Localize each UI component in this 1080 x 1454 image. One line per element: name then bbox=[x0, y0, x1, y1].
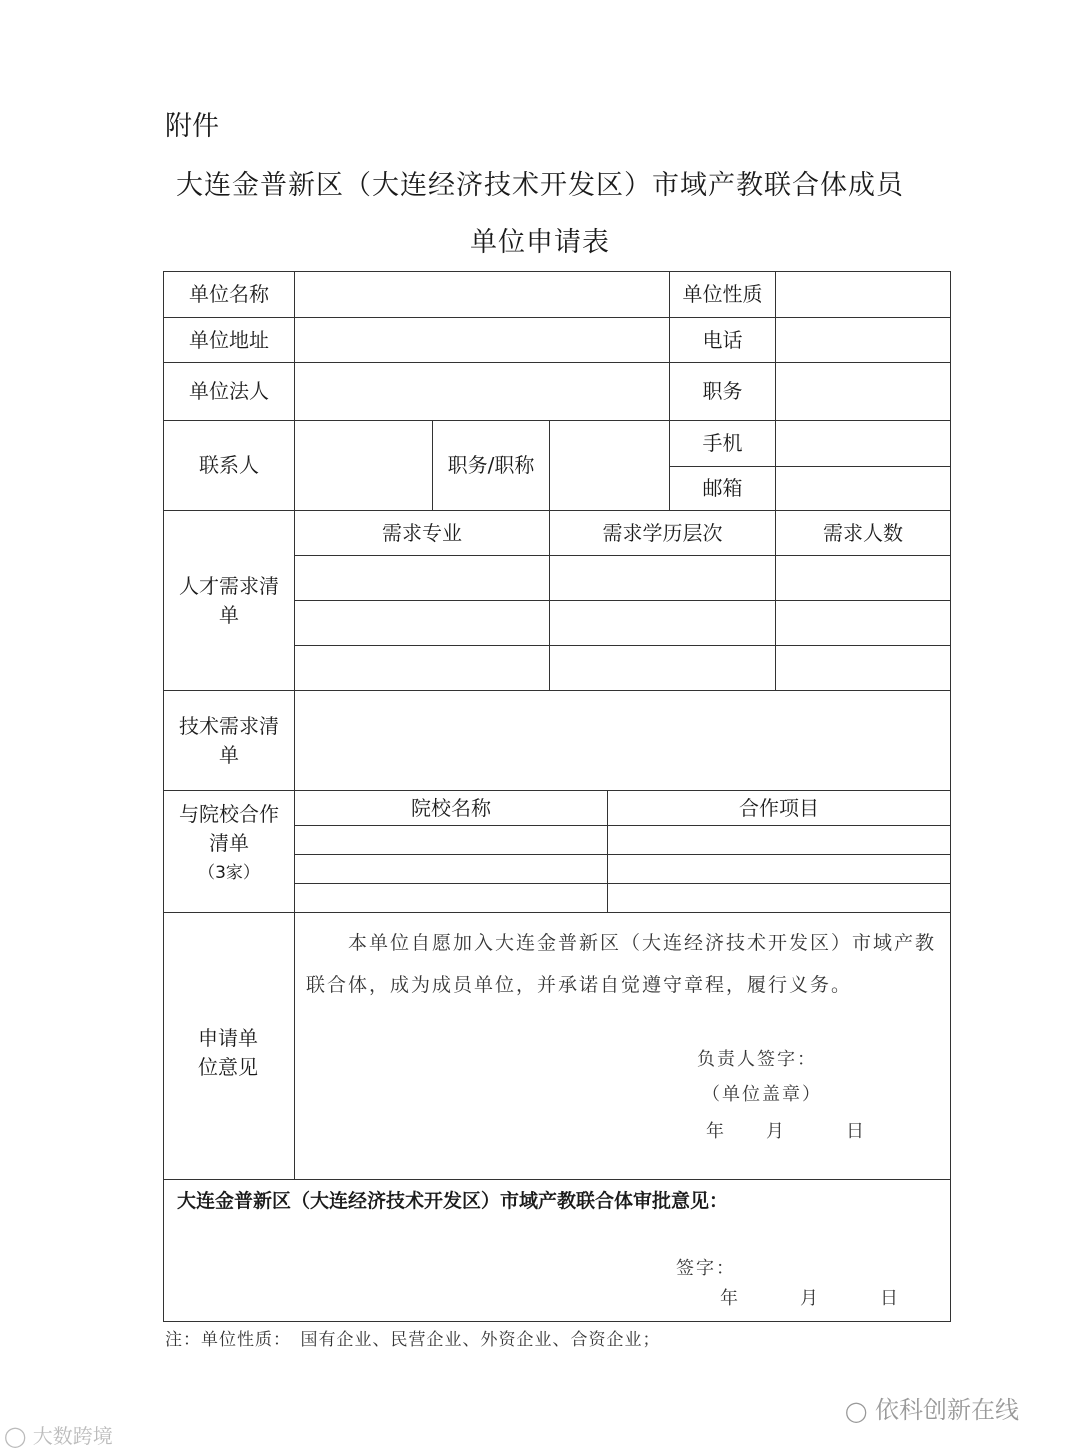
form-title-line2: 单位申请表 bbox=[470, 227, 610, 258]
approval-date: 年 月 日 bbox=[720, 1288, 900, 1309]
mobile-field[interactable] bbox=[776, 421, 950, 466]
logo-icon: ◯ bbox=[4, 1424, 27, 1448]
coop-col-school: 院校名称 bbox=[411, 795, 491, 820]
seal-label: （单位盖章） bbox=[702, 1084, 822, 1105]
unit-address-field[interactable] bbox=[295, 318, 669, 362]
unit-nature-field[interactable] bbox=[776, 272, 950, 317]
position-title-field[interactable] bbox=[550, 421, 669, 510]
talent-needs-label: 人才需求清单 bbox=[179, 573, 279, 627]
contact-person-field[interactable] bbox=[295, 421, 432, 510]
tech-needs-label: 技术需求清单 bbox=[179, 713, 279, 767]
phone-field[interactable] bbox=[776, 318, 950, 362]
unit-name-label: 单位名称 bbox=[189, 282, 269, 306]
tech-needs-field[interactable] bbox=[295, 691, 950, 790]
applicant-opinion-label: 申请单位意见 bbox=[198, 1025, 258, 1079]
approval-sign-label: 签字： bbox=[676, 1258, 736, 1279]
approval-title: 大连金普新区（大连经济技术开发区）市域产教联合体审批意见： bbox=[177, 1190, 729, 1212]
email-field[interactable] bbox=[776, 467, 950, 510]
commitment-line2: 联合体，成为成员单位，并承诺自觉遵守章程，履行义务。 bbox=[306, 974, 853, 996]
position-label: 职务 bbox=[702, 379, 743, 403]
talent-col-education: 需求学历层次 bbox=[602, 520, 723, 545]
form-title-line1: 大连金普新区（大连经济技术开发区）市域产教联合体成员 bbox=[176, 170, 904, 201]
legal-person-label: 单位法人 bbox=[189, 379, 269, 403]
contact-person-label: 联系人 bbox=[199, 453, 259, 477]
wechat-icon: ◯ bbox=[845, 1399, 868, 1423]
footnote: 注：单位性质： 国有企业、民营企业、外资企业、合资企业； bbox=[165, 1330, 661, 1350]
opinion-date: 年 月 日 bbox=[706, 1121, 866, 1142]
position-field[interactable] bbox=[776, 363, 950, 420]
watermark-left: ◯ 大数跨境 bbox=[4, 1424, 113, 1448]
coop-list-label: 与院校合作清单 bbox=[179, 802, 279, 855]
talent-col-major: 需求专业 bbox=[382, 520, 462, 545]
legal-person-field[interactable] bbox=[295, 363, 669, 420]
watermark-right: ◯ 依科创新在线 bbox=[845, 1396, 1020, 1424]
unit-name-field[interactable] bbox=[295, 272, 669, 317]
position-title-label: 职务/职称 bbox=[447, 453, 535, 477]
coop-col-project: 合作项目 bbox=[739, 795, 819, 820]
commitment-line1: 本单位自愿加入大连金普新区（大连经济技术开发区）市域产教 bbox=[348, 932, 937, 954]
phone-label: 电话 bbox=[702, 327, 743, 352]
talent-col-count: 需求人数 bbox=[823, 520, 903, 545]
coop-count-label: （3家） bbox=[198, 862, 260, 883]
unit-address-label: 单位地址 bbox=[189, 327, 269, 352]
email-label: 邮箱 bbox=[702, 476, 743, 500]
mobile-label: 手机 bbox=[702, 431, 743, 455]
signature-label: 负责人签字： bbox=[697, 1049, 817, 1070]
attachment-label: 附件 bbox=[165, 111, 219, 142]
unit-nature-label: 单位性质 bbox=[682, 282, 763, 306]
